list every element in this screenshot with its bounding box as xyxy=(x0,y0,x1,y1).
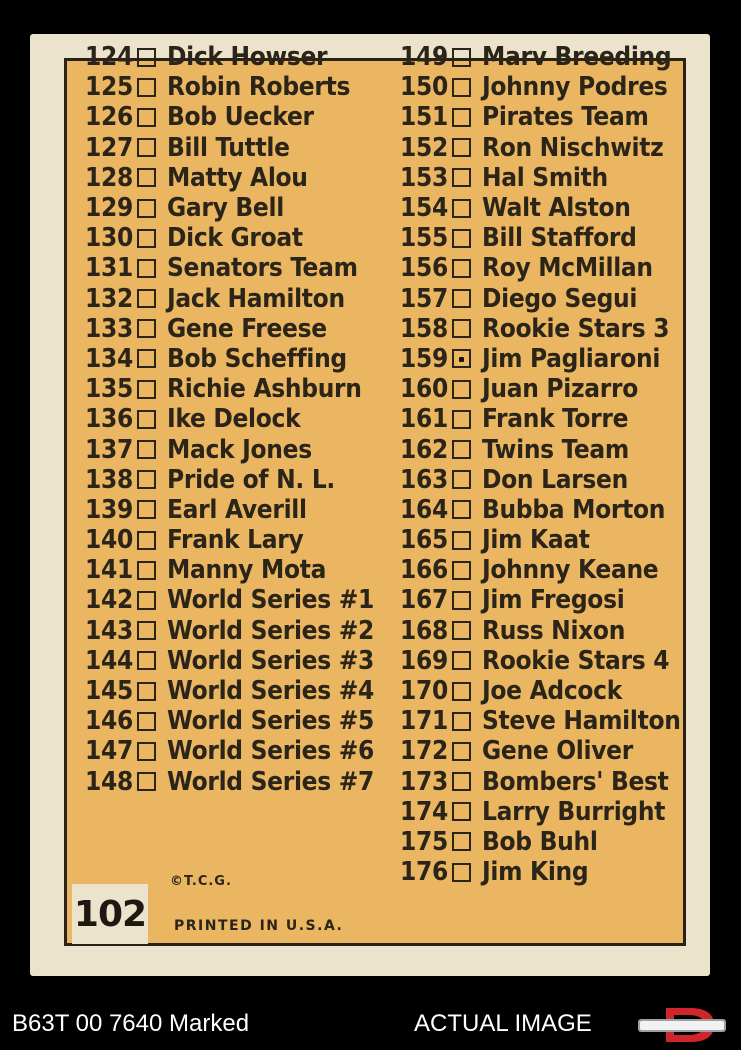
card-number: 102 xyxy=(72,884,148,944)
checkbox[interactable] xyxy=(137,561,156,580)
checkbox[interactable] xyxy=(137,289,156,308)
checkbox[interactable] xyxy=(137,199,156,218)
checklist-item xyxy=(400,585,681,615)
checklist-item xyxy=(85,736,374,766)
checklist-item xyxy=(400,102,681,132)
checkbox[interactable] xyxy=(452,682,471,701)
checklist-item xyxy=(400,434,681,464)
checkbox[interactable] xyxy=(452,199,471,218)
checklist-item xyxy=(85,434,374,464)
player-name: Pirates Team xyxy=(482,102,649,133)
card-number-label: 135 xyxy=(85,374,133,405)
player-name: Gene Freese xyxy=(167,313,327,344)
checkbox[interactable] xyxy=(137,500,156,519)
player-name: World Series #6 xyxy=(167,736,374,767)
player-name: World Series #4 xyxy=(167,676,374,707)
card-number-label: 172 xyxy=(400,736,448,767)
checklist-item xyxy=(85,374,374,404)
card-number-label: 144 xyxy=(85,645,133,676)
checklist-item xyxy=(400,42,681,72)
checklist-item xyxy=(400,193,681,223)
card-number-label: 153 xyxy=(400,162,448,193)
player-name: Jack Hamilton xyxy=(167,283,345,314)
checklist-item xyxy=(400,706,681,736)
card-number-label: 146 xyxy=(85,706,133,737)
card-number-label: 160 xyxy=(400,374,448,405)
checklist-item xyxy=(85,555,374,585)
checklist-item xyxy=(85,767,374,797)
checklist-item xyxy=(400,555,681,585)
card-number-label: 155 xyxy=(400,223,448,254)
checklist-item xyxy=(85,163,374,193)
player-name: Gene Oliver xyxy=(482,736,633,767)
card-number-label: 140 xyxy=(85,525,133,556)
card-number-label: 162 xyxy=(400,434,448,465)
checklist-item xyxy=(400,827,681,857)
checklist-item xyxy=(85,253,374,283)
card-number-label: 163 xyxy=(400,464,448,495)
card-number-label: 161 xyxy=(400,404,448,435)
actual-image-label: ACTUAL IMAGE xyxy=(414,1010,592,1037)
player-name: Matty Alou xyxy=(167,162,308,193)
checkbox[interactable] xyxy=(137,772,156,791)
checklist-item xyxy=(85,676,374,706)
player-name: Don Larsen xyxy=(482,464,628,495)
player-name: Ike Delock xyxy=(167,404,301,435)
player-name: Robin Roberts xyxy=(167,72,351,103)
checkbox[interactable] xyxy=(452,108,471,127)
player-name: Bob Scheffing xyxy=(167,343,347,374)
card-number-label: 147 xyxy=(85,736,133,767)
player-name: Frank Torre xyxy=(482,404,629,435)
card-number-label: 130 xyxy=(85,223,133,254)
item-description: B63T 00 7640 Marked xyxy=(12,1010,250,1037)
checkbox[interactable] xyxy=(137,682,156,701)
checklist-item xyxy=(85,284,374,314)
checkbox[interactable] xyxy=(137,410,156,429)
player-name: Bill Tuttle xyxy=(167,132,290,163)
checklist-item xyxy=(400,374,681,404)
card-number-label: 131 xyxy=(85,253,133,284)
card-number-label: 142 xyxy=(85,585,133,616)
player-name: Juan Pizarro xyxy=(482,374,639,405)
checklist-item xyxy=(400,676,681,706)
checklist-item xyxy=(85,646,374,676)
checklist-item xyxy=(85,616,374,646)
player-name: Jim Kaat xyxy=(482,525,590,556)
player-name: Manny Mota xyxy=(167,555,327,586)
card-number-label: 152 xyxy=(400,132,448,163)
player-name: Bubba Morton xyxy=(482,494,666,525)
checkbox[interactable] xyxy=(452,138,471,157)
card-number-label: 132 xyxy=(85,283,133,314)
checklist-item xyxy=(400,133,681,163)
checkbox[interactable] xyxy=(452,591,471,610)
card-number-label: 166 xyxy=(400,555,448,586)
checkbox[interactable] xyxy=(137,380,156,399)
checkbox[interactable] xyxy=(452,651,471,670)
card-number-label: 151 xyxy=(400,102,448,133)
player-name: Pride of N. L. xyxy=(167,464,336,495)
player-name: Bill Stafford xyxy=(482,223,637,254)
checkbox[interactable] xyxy=(452,168,471,187)
player-name: Bombers' Best xyxy=(482,766,669,797)
checkbox[interactable] xyxy=(452,621,471,640)
checkbox[interactable] xyxy=(452,500,471,519)
player-name: Joe Adcock xyxy=(482,676,622,707)
checklist-item xyxy=(85,314,374,344)
checklist-item xyxy=(400,857,681,887)
card-number-label: 127 xyxy=(85,132,133,163)
checklist-item xyxy=(85,465,374,495)
checkbox[interactable] xyxy=(452,349,471,368)
card-number-label: 138 xyxy=(85,464,133,495)
checklist-item xyxy=(400,284,681,314)
card-number-label: 125 xyxy=(85,72,133,103)
card-number-label: 170 xyxy=(400,676,448,707)
card-number-label: 129 xyxy=(85,193,133,224)
card-number-label: 148 xyxy=(85,766,133,797)
checklist-item xyxy=(400,163,681,193)
card-number-label: 158 xyxy=(400,313,448,344)
checklist-item xyxy=(85,585,374,615)
checkbox[interactable] xyxy=(137,138,156,157)
checkbox[interactable] xyxy=(452,531,471,550)
checkbox[interactable] xyxy=(137,108,156,127)
checkbox[interactable] xyxy=(137,440,156,459)
player-name: Russ Nixon xyxy=(482,615,626,646)
checkbox[interactable] xyxy=(452,832,471,851)
checklist-item xyxy=(85,404,374,434)
checklist-item xyxy=(85,72,374,102)
checklist-item xyxy=(400,646,681,676)
checkbox[interactable] xyxy=(137,168,156,187)
checkbox[interactable] xyxy=(137,229,156,248)
card-number-label: 176 xyxy=(400,857,448,888)
checklist-item xyxy=(400,404,681,434)
player-name: Marv Breeding xyxy=(482,42,672,73)
checklist-item xyxy=(400,797,681,827)
checkbox[interactable] xyxy=(452,863,471,882)
player-name: Twins Team xyxy=(482,434,629,465)
checkbox[interactable] xyxy=(137,531,156,550)
player-name: Jim Fregosi xyxy=(482,585,625,616)
checklist-item xyxy=(85,133,374,163)
player-name: Jim King xyxy=(482,857,589,888)
checklist-left-column xyxy=(85,42,374,797)
checkbox[interactable] xyxy=(137,712,156,731)
checkbox[interactable] xyxy=(452,712,471,731)
checklist-item xyxy=(85,102,374,132)
player-name: World Series #3 xyxy=(167,645,374,676)
card-number-label: 134 xyxy=(85,343,133,374)
checklist-right-column xyxy=(400,42,681,887)
checkbox[interactable] xyxy=(452,410,471,429)
checklist-item xyxy=(400,465,681,495)
checklist-item xyxy=(85,344,374,374)
checkbox[interactable] xyxy=(137,742,156,761)
player-name: World Series #7 xyxy=(167,766,374,797)
card-number-label: 136 xyxy=(85,404,133,435)
player-name: World Series #2 xyxy=(167,615,374,646)
checklist-item xyxy=(400,223,681,253)
checkbox[interactable] xyxy=(137,319,156,338)
checkbox[interactable] xyxy=(137,470,156,489)
player-name: Walt Alston xyxy=(482,193,631,224)
checkbox[interactable] xyxy=(452,259,471,278)
card-number-label: 137 xyxy=(85,434,133,465)
card-number-label: 175 xyxy=(400,826,448,857)
checkbox[interactable] xyxy=(137,621,156,640)
player-name: Steve Hamilton xyxy=(482,706,681,737)
checklist-item xyxy=(85,525,374,555)
player-name: Rookie Stars 4 xyxy=(482,645,670,676)
card-number-label: 159 xyxy=(400,343,448,374)
checklist-item xyxy=(400,344,681,374)
player-name: Hal Smith xyxy=(482,162,608,193)
card-number-label: 157 xyxy=(400,283,448,314)
player-name: Rookie Stars 3 xyxy=(482,313,670,344)
checkbox[interactable] xyxy=(137,591,156,610)
card-number-label: 145 xyxy=(85,676,133,707)
player-name: Jim Pagliaroni xyxy=(482,343,661,374)
player-name: Gary Bell xyxy=(167,193,284,224)
player-name: Johnny Podres xyxy=(482,72,668,103)
card-number-label: 128 xyxy=(85,162,133,193)
checklist-item xyxy=(400,495,681,525)
checklist-item xyxy=(400,767,681,797)
checkbox[interactable] xyxy=(137,651,156,670)
checklist-item xyxy=(400,72,681,102)
checklist-item xyxy=(400,616,681,646)
checkbox[interactable] xyxy=(137,259,156,278)
checkbox[interactable] xyxy=(137,349,156,368)
player-name: Ron Nischwitz xyxy=(482,132,664,163)
card-number-label: 156 xyxy=(400,253,448,284)
checkbox[interactable] xyxy=(452,229,471,248)
checkbox[interactable] xyxy=(452,772,471,791)
checkbox[interactable] xyxy=(452,561,471,580)
checklist-item xyxy=(85,495,374,525)
deans-cards-logo xyxy=(636,1006,728,1044)
player-name: Diego Segui xyxy=(482,283,638,314)
card-number-label: 173 xyxy=(400,766,448,797)
player-name: Bob Buhl xyxy=(482,826,598,857)
card-number-label: 164 xyxy=(400,494,448,525)
checkbox[interactable] xyxy=(452,48,471,67)
checklist-item xyxy=(400,314,681,344)
checkbox[interactable] xyxy=(137,78,156,97)
card-number-label: 174 xyxy=(400,796,448,827)
checklist-item xyxy=(85,42,374,72)
card-number-label: 165 xyxy=(400,525,448,556)
checklist-item xyxy=(85,193,374,223)
player-name: Roy McMillan xyxy=(482,253,653,284)
player-name: Senators Team xyxy=(167,253,358,284)
player-name: Frank Lary xyxy=(167,525,304,556)
card-number-label: 171 xyxy=(400,706,448,737)
player-name: Richie Ashburn xyxy=(167,374,362,405)
checklist-item xyxy=(400,736,681,766)
checkbox[interactable] xyxy=(137,48,156,67)
card-number-label: 150 xyxy=(400,72,448,103)
player-name: Dick Howser xyxy=(167,42,328,73)
checkbox[interactable] xyxy=(452,380,471,399)
checklist-item xyxy=(85,706,374,736)
player-name: Earl Averill xyxy=(167,494,307,525)
checkbox[interactable] xyxy=(452,78,471,97)
checkbox[interactable] xyxy=(452,289,471,308)
player-name: Mack Jones xyxy=(167,434,312,465)
card-number-label: 169 xyxy=(400,645,448,676)
player-name: Larry Burright xyxy=(482,796,666,827)
player-name: Johnny Keane xyxy=(482,555,659,586)
card-number-label: 143 xyxy=(85,615,133,646)
copyright-text: ©T.C.G. xyxy=(170,874,232,889)
card-number-label: 168 xyxy=(400,615,448,646)
player-name: Bob Uecker xyxy=(167,102,314,133)
checkbox[interactable] xyxy=(452,319,471,338)
checkbox[interactable] xyxy=(452,440,471,459)
checkbox[interactable] xyxy=(452,742,471,761)
checkbox[interactable] xyxy=(452,802,471,821)
checklist-item xyxy=(400,525,681,555)
card-number-label: 167 xyxy=(400,585,448,616)
player-name: World Series #5 xyxy=(167,706,374,737)
card-number-label: 149 xyxy=(400,42,448,73)
player-name: World Series #1 xyxy=(167,585,374,616)
checklist-item xyxy=(85,223,374,253)
checkbox[interactable] xyxy=(452,470,471,489)
card-number-label: 154 xyxy=(400,193,448,224)
card-number-label: 126 xyxy=(85,102,133,133)
card-number-label: 139 xyxy=(85,494,133,525)
card-number-label: 133 xyxy=(85,313,133,344)
card-number-label: 141 xyxy=(85,555,133,586)
checklist-item xyxy=(400,253,681,283)
card-number-label: 124 xyxy=(85,42,133,73)
printed-in-usa-text: PRINTED IN U.S.A. xyxy=(174,918,344,934)
player-name: Dick Groat xyxy=(167,223,303,254)
